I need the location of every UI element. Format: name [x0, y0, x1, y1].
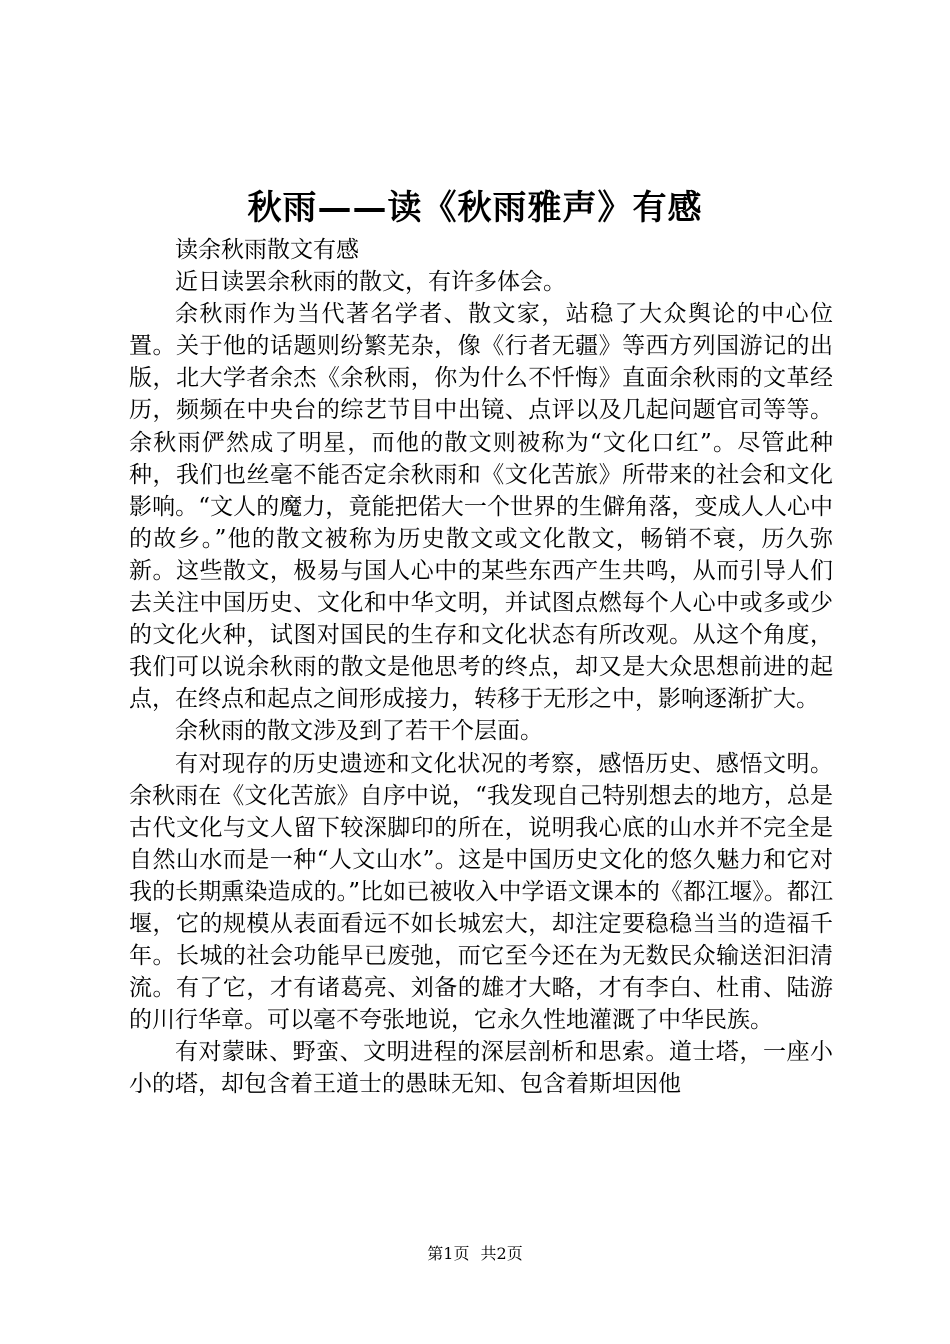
paragraph: 有对现存的历史遗迹和文化状况的考察，感悟历史、感悟文明。余秋雨在《文化苦旅》自序中说，“我发现自己特别想去的地方，总是古代文化与文人留下较深脚印的所在，说明我心底的山水并不完全是自然山水而是一种“人文山水”。这是中国历史文化的悠久魅力和它对我的长期熏染造成的。”比如已被收入中学语文课本的《都江堰》。都江堰，它的规模从表面看远不如长城宏大，却注定要稳稳当当的造福千年。长城的社会功能早已废弛，而它至今还在为无数民众输送汩汩清流。有了它，才有诸葛亮、刘备的雄才大略，才有李白、杜甫、陆游的川行华章。可以毫不夸张地说，它永久性地灌溉了中华民族。	[129, 750, 833, 1034]
paragraph-subtitle: 读余秋雨散文有感	[175, 237, 359, 263]
paragraph: 余秋雨作为当代著名学者、散文家，站稳了大众舆论的中心位置。关于他的话题则纷繁芜杂，像《行者无疆》等西方列国游记的出版，北大学者余杰《余秋雨，你为什么不忏悔》直面余秋雨的文革经历，频频在中央台的综艺节目中出镜、点评以及几起问题官司等等。余秋雨俨然成了明星，而他的散文则被称为“文化口红”。尽管此种种，我们也丝毫不能否定余秋雨和《文化苦旅》所带来的社会和文化影响。“文人的魔力，竟能把偌大一个世界的生僻角落，变成人人心中的故乡。”他的散文被称为历史散文或文化散文，畅销不衰，历久弥新。这些散文，极易与国人心中的某些东西产生共鸣，从而引导人们去关注中国历史、文化和中华文明，并试图点燃每个人心中或多或少的文化火种，试图对国民的生存和文化状态有所改观。从这个角度，我们可以说余秋雨的散文是他思考的终点，却又是大众思想前进的起点，在终点和起点之间形成接力，转移于无形之中，影响逐渐扩大。	[129, 301, 833, 713]
page-total: 共2页	[480, 1244, 523, 1263]
paragraph: 余秋雨的散文涉及到了若干个层面。	[175, 718, 543, 745]
page-footer	[0, 1244, 950, 1264]
page-number: 第1页	[427, 1244, 470, 1263]
document-body	[129, 234, 833, 1101]
document-title: 秋雨——读《秋雨雅声》有感	[247, 188, 703, 228]
paragraph: 有对蒙昧、野蛮、文明进程的深层剖析和思索。道士塔，一座小小的塔，却包含着王道士的愚昧无知、包含着斯坦因他	[129, 1039, 833, 1098]
paragraph: 近日读罢余秋雨的散文，有许多体会。	[175, 269, 566, 296]
